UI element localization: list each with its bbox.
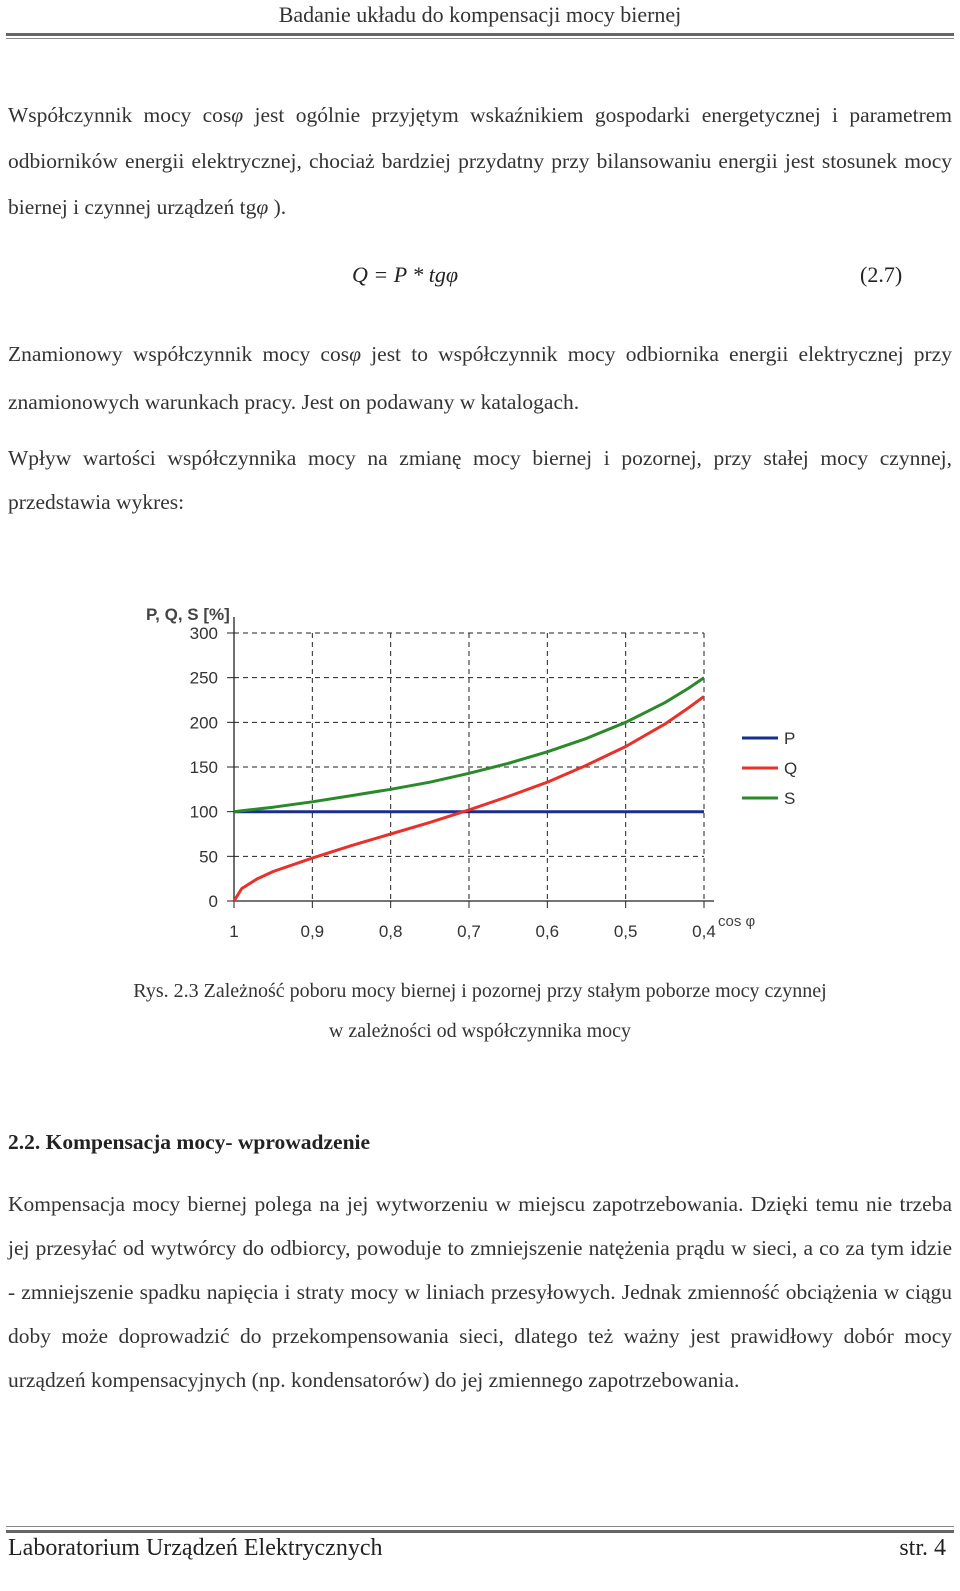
footer-rule-thin xyxy=(6,1526,954,1527)
y-tick-label: 0 xyxy=(208,892,218,911)
phi-symbol: φ xyxy=(231,103,244,127)
formula: Q = P * tgφ xyxy=(352,262,459,287)
legend-label-p: P xyxy=(784,729,796,748)
page-header-title: Badanie układu do kompensacji mocy biernej xyxy=(278,2,682,27)
phi-symbol: φ xyxy=(349,342,361,366)
x-tick-label: 0,6 xyxy=(535,922,560,941)
chart-axes xyxy=(227,617,714,908)
y-tick-label: 50 xyxy=(199,847,218,867)
figure-caption-line1: Rys. 2.3 Zależność poboru mocy biernej i pozornej przy stałym poborze mocy czynnej xyxy=(133,980,827,1002)
intro-text-b: jest ogólnie przyjętym wskaźnikiem gospodarki energetycznej i parametrem odbiorników energii elektrycznej, chociaż bardziej przydatny przy bilansowaniu energii jest stosunek mocy biernej i czynnej urządzeń tg xyxy=(8,103,952,219)
chart-intro-text: Wpływ wartości współczynnika mocy na zmianę mocy biernej i pozornej, przy stałej mocy czynnej, przedstawia wykres: xyxy=(8,446,952,514)
footer-page-number: str. 4 xyxy=(899,1535,946,1561)
section-heading: 2.2. Kompensacja mocy- wprowadzenie xyxy=(8,1130,371,1154)
x-tick-label: 0,8 xyxy=(378,922,403,941)
intro-text-c: ). xyxy=(268,195,287,219)
y-tick-label: 200 xyxy=(189,713,218,733)
x-axis-label: cos φ xyxy=(718,913,756,930)
footer-rule xyxy=(6,1530,954,1533)
formula-number: (2.7) xyxy=(860,262,903,287)
chart-intro-paragraph xyxy=(8,436,952,524)
y-tick-label: 300 xyxy=(189,624,218,643)
y-tick-label: 100 xyxy=(189,802,218,822)
legend-label-q: Q xyxy=(784,759,798,778)
phi-symbol: φ xyxy=(256,195,269,219)
compensation-paragraph xyxy=(8,1182,952,1402)
rated-pf-text-a: Znamionowy współczynnik mocy cos xyxy=(8,342,350,366)
x-tick-label: 0,4 xyxy=(692,922,716,941)
chart-legend xyxy=(742,729,797,808)
x-tick-label: 0,7 xyxy=(457,922,481,941)
y-axis-label: P, Q, S [%] xyxy=(146,605,230,624)
header-rule xyxy=(6,33,954,36)
footer-lab-name: Laboratorium Urządzeń Elektrycznych xyxy=(8,1535,383,1561)
compensation-text: Kompensacja mocy biernej polega na jej wytworzeniu w miejscu zapotrzebowania. Dzięki temu nie trzeba jej przesyłać od wytwórcy do odbiorcy, powoduje to zmniejszenie natężenia prądu w sieci, a co za tym idzie - zmniejszenie spadku napięcia i straty mocy w liniach przesyłowych. Jednak zmienność obciążenia w ciągu doby może doprowadzić do przekompensowania sieci, dlatego też ważny jest prawidłowy dobór mocy urządzeń kompensacyjnych (np. kondensatorów) do jej zmiennego zapotrzebowania. xyxy=(8,1192,952,1392)
intro-paragraph xyxy=(8,92,952,230)
y-tick-label: 150 xyxy=(189,758,218,777)
x-tick-label: 0,9 xyxy=(300,922,325,941)
x-tick-label: 0,5 xyxy=(613,922,638,941)
y-tick-label: 250 xyxy=(189,668,218,688)
rated-pf-text-b: jest to współczynnik mocy odbiornika energii elektrycznej przy znamionowych warunkach pracy. Jest on podawany w katalogach. xyxy=(8,342,952,414)
chart-ticks xyxy=(190,624,716,941)
legend-label-s: S xyxy=(784,789,796,808)
rated-pf-paragraph xyxy=(8,330,952,426)
x-tick-label: 1 xyxy=(229,922,239,941)
intro-text-a: Współczynnik mocy cos xyxy=(8,103,232,127)
power-factor-chart xyxy=(130,596,830,956)
header-rule-thin xyxy=(6,38,954,39)
figure-caption-line2: w zależności od współczynnika mocy xyxy=(328,1020,632,1042)
